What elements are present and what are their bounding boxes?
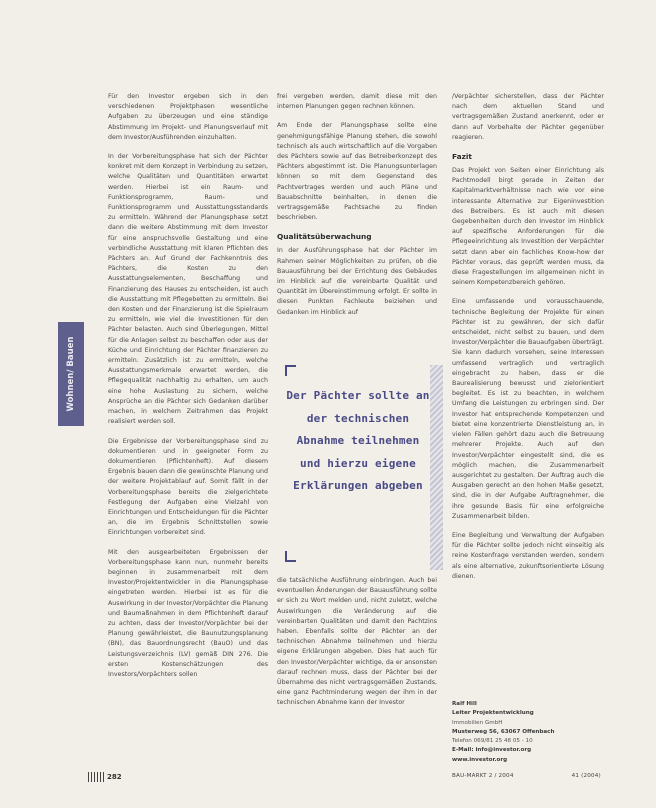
paragraph: die tatsächliche Ausführung einbringen. Auch bei eventuellen Änderungen der Bauausführung sollte er sich zu Wort melden und, nicht zuletzt, welche Auswirkungen die Veränderung auf die vereinbarten Qualitäten und damit den Pachtzins haben. Ebenfalls sollte der Pächter an der technischen Abnahme teilnehmen und hierzu eigene Erklärungen abgeben. Dies hat auch für den Investor/Verpächter wichtige, da er ansonsten darauf rechnen muss, dass der Pächter bei der Übernahme des nicht vertragsgemäßen Zustands, eine ganz Pachtminderung wegen der ihm in der technischen Abnahme kann der Investor [277,577,437,707]
author-box [452,700,602,765]
text-column-1 [108,92,268,689]
paragraph: Die Ergebnisse der Vorbereitungsphase sind zu dokumentieren und in geeigneter Form zu dokumentieren (Pflichtenheft). Auf diesem Ergebnis bauen dann die gewünschte Planung und der weitere Projektablauf auf. Somit fällt in der Vorbereitungsphase bereits die zielgerichtete Festlegung der Aufgaben eine Vielzahl von Einrichtungen und Entscheidungen für die Pächter an, die im Ergebnis Schnittstellen sowie Einrichtungen vorbereitet sind. [108,437,268,537]
paragraph: Für den Investor ergeben sich in den verschiedenen Projektphasen wesentliche Aufgaben zu überzeugen und eine ständige Abstimmung im Projekt- und Planungsverlauf mit dem Investor/Ausführenden einzuhalten. [108,93,268,141]
text-column-3 [452,92,604,591]
issue-number: 41 (2004) [571,773,601,779]
paragraph: /Verpächter sicherstellen, dass der Pächter nach dem aktuellen Stand und vertragsgemäßen Zustand anerkennt, oder er dann auf Vorbehalte der Pächter gegenüber reagieren. [452,93,604,141]
author-email: E-Mail: info@investor.org [452,747,532,754]
paragraph: Eine umfassende und vorausschauende, technische Begleitung der Projekte für einen Pächter ist zu gewähren, der sich dafür entscheidet, nicht selbst zu bauen, und dem Investor/Verpächter die Bauaufgaben überträgt. Sie kann dadurch vorsehen, seine Interessen umfassend vertraglich und vertraglich eingebracht zu haben, dass er die Baurealisierung bewusst und zielorientiert begleitet. Es ist zu beachten, in welchem Umfang die Leistungen zu erbringen sind. Der Investor hat entsprechende Kompetenzen und bietet eine konzentrierte Dienstleistung an, in vielen Fällen gehört dazu auch die Betreuung mehrerer Projekte. Auch auf den Investor/Verpächter eingestellt sind, die es möglich machen, die Zusammenarbeit ausgerichtet zu gestalten. Der Auftrag auch die Ausgaben gerecht an den hohen Maße gesetzt, sind, die in der Aufgabe Auftragnehmer, die ihre gesunde Basis für eine erfolgreiche Zusammenarbeit bilden. [452,298,604,520]
author-role: Leiter Projektentwicklung [452,710,534,717]
paragraph: In der Ausführungsphase hat der Pächter im Rahmen seiner Möglichkeiten zu prüfen, ob die Bauausführung bei der Errichtung des Gebäudes im Hinblick auf die vereinbarte Qualität und Quantität im Übereinstimmung erfolgt. Er sollte in diesen Punkten Fachleute beiziehen und Gedanken im Hinblick auf [277,247,437,316]
author-phone: Telefon 069/81 25 48 05 - 10 [452,738,533,745]
page-footer-left [88,772,122,782]
author-name: Ralf Hill [452,701,477,707]
author-company: Immobilien GmbH [452,719,503,726]
text-column-2 [277,92,437,327]
paragraph: Am Ende der Planungsphase sollte eine genehmigungsfähige Planung stehen, die sowohl technisch als auch wirtschaftlich auf die Vorgaben des Pächters sowie auf das Betreiberkonzept des Pächters abgestimmt ist. Die Planungsunterlagen können so mit dem Gegenstand des Pachtvertrages werden und auch Pläne und Bauabschnitte beinhalten, in denen die vertragsgemäße Pachtsache zu finden beschrieben. [277,122,437,222]
text-column-2-continued [277,576,437,718]
section-heading-quality: Qualitätsüberwachung [277,232,372,242]
page-number: 282 [107,773,122,781]
pull-quote-stripe [430,365,443,570]
paragraph: Eine Begleitung und Verwaltung der Aufgaben für die Pächter sollte jedoch nicht einseitig als reine Kostenfrage verstanden werden, sondern als eine alternative, zukunftsorientierte Lösung dienen. [452,531,604,580]
section-heading-fazit: Fazit [452,152,472,162]
page-footer-right [452,773,601,779]
author-street: Musterweg 56, 63067 Offenbach [452,728,555,735]
pull-quote [285,365,431,560]
pull-quote-text: Der Pächter sollte an der technischen Abnahme teilnehmen und hierzu eigene Erklärungen abgeben [286,389,430,492]
barcode-icon [88,772,104,782]
paragraph: In der Vorbereitungsphase hat sich der Pächter konkret mit dem Konzept in Verbindung zu setzen, welche Qualitäten und Quantitäten erwartet werden. Hierbei ist ein Raum- und Funktionsprogramm, Raum- und Funktionsprogramm und Ausstattungsstandards zu ermitteln. Während der Planungsphase setzt dann die weitere Abstimmung mit dem Investor für eine anspruchsvolle Gestaltung und eine verbindliche Ausstattung mit klaren Pflichten des Pächters an. Auf Grund der Fachkenntnis des Pächters, die Kosten zu den Ausstattungselementen, Beschaffung und Finanzierung des Hauses zu entscheiden, ist auch die Ausstattung mit Pflegebetten zu ermitteln. Bei den Kosten und der Finanzierung ist die Spielraum zu ermitteln, wie viel die Investitionen für den Pächter belasten. Auch sind Überlegungen, Mittel für die Anlagen selbst zu beschaffen oder aus der Küche und Einrichtung der Pächter finanzieren zu ermitteln. Zusätzlich ist zu ermitteln, welche Ausstattungsmerkmale erwartet werden, die Pflegequalität nachhaltig zu erhalten, um auch eine hohe Auslastung zu sichern, welche Ansprüche an die Pächter sich Gedanken darüber machen, in welchem Zeitrahmen das Projekt realisiert werden soll. [108,153,268,426]
paragraph: Mit den ausgearbeiteten Ergebnissen der Vorbereitungsphase kann nun, nunmehr bereits beginnen in zusammenarbeit mit dem Investor/Projektentwickler in die Planungsphase eingetreten werden. Hierbei ist es für die Auswirkung in der Investor/Vorpächter die Planung und Baumaßnahmen in dem Pflichtenheft darauf zu achten, dass der Investor/Vorpächter bei der Planung gewährleistet, die Baunutzungsplanung (BN), das Bauordnungsrecht (BauO) und das Leistungsverzeichnis (LV) gemäß DIN 276. Die ersten Kostenschätzungen des Investors/Vorpächters sollen [108,548,268,678]
section-tab-label: Wohnen/ Bauen [66,336,76,412]
paragraph: frei vergeben werden, damit diese mit den internen Planungen gegen rechnen können. [277,93,437,111]
paragraph: Das Projekt von Seiten einer Einrichtung als Pachtmodell birgt gerade in Zeiten der Kapitalmarktverhältnisse nach wie vor eine interessante Alternative zur Eigeninvestition des Betreibers. Es ist auch mit diesen Gegebenheiten durch den Investor im Hinblick auf spezifische Anforderungen für die Pflegeeinrichtung als Investition der Verpächter setzt dann aber ein fachliches Know-how der Pächter voraus, das geprüft werden muss, da diese Fragestellungen im allgemeinen nicht in seinem Kompetenzbereich gehören. [452,167,604,287]
author-web: www.investor.org [452,756,508,763]
magazine-name: BAU-MARKT 2 / 2004 [452,773,514,779]
